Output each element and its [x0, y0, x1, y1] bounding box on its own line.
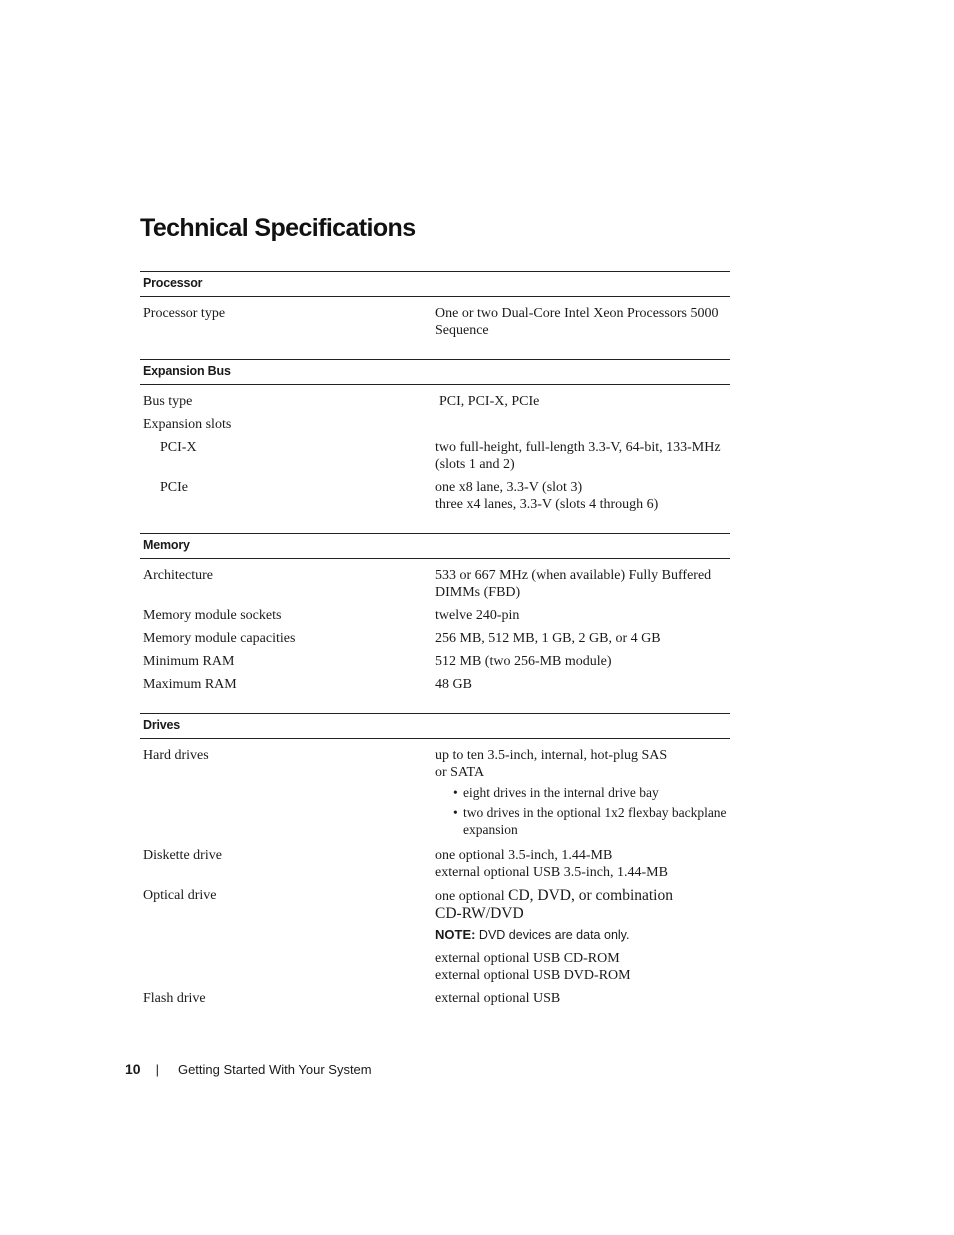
spec-label: Optical drive: [143, 888, 217, 903]
spec-value: 48 GB: [435, 677, 472, 692]
spec-label: Memory module sockets: [143, 608, 282, 623]
spec-label: Flash drive: [143, 991, 206, 1006]
page-title: Technical Specifications: [140, 214, 416, 242]
spec-label: Diskette drive: [143, 848, 222, 863]
spec-value-line: One or two Dual-Core Intel Xeon Processors 5000: [435, 306, 719, 321]
bullet-text: two drives in the optional 1x2 flexbay backplane expansion: [463, 805, 727, 837]
spec-label: Processor type: [143, 306, 226, 321]
section-memory: [140, 533, 730, 693]
spec-label: Hard drives: [143, 748, 209, 763]
spec-value: [435, 887, 730, 984]
spec-value-text: one optional: [435, 889, 509, 904]
spec-group-label: Expansion slots: [143, 417, 232, 432]
bullet-list: [435, 784, 730, 838]
section-header-processor: Processor: [140, 271, 730, 297]
spec-value-line: three x4 lanes, 3.3-V (slots 4 through 6): [435, 497, 659, 512]
spec-label: Maximum RAM: [143, 677, 237, 692]
spec-value: [435, 567, 730, 601]
spec-value: [435, 479, 730, 513]
spec-value: PCI, PCI-X, PCIe: [439, 394, 540, 409]
note-callout: [435, 926, 730, 944]
spec-value: [435, 305, 730, 339]
spec-value: 256 MB, 512 MB, 1 GB, 2 GB, or 4 GB: [435, 631, 661, 646]
spec-row-flash-drive: [140, 990, 730, 1007]
spec-row-architecture: [140, 567, 730, 601]
spec-row-processor-type: [140, 305, 730, 339]
spec-row-hard-drives: [140, 747, 730, 841]
spec-row-pcie: [140, 479, 730, 513]
section-drives: [140, 713, 730, 1007]
spec-value: 512 MB (two 256-MB module): [435, 654, 612, 669]
spec-row-minimum-ram: [140, 653, 730, 670]
spec-row-pcix: [140, 439, 730, 473]
bullet-dot-icon: •: [453, 785, 458, 800]
spec-label: Memory module capacities: [143, 631, 296, 646]
spec-value-line: 533 or 667 MHz (when available) Fully Buffered: [435, 568, 712, 583]
spec-row-maximum-ram: [140, 676, 730, 693]
spec-value-line: Sequence: [435, 323, 489, 338]
bullet-text: eight drives in the internal drive bay: [463, 785, 659, 800]
spec-row-bus-type: [140, 393, 730, 410]
spec-label: PCIe: [160, 480, 188, 495]
bullet-item: [435, 784, 730, 801]
spec-label: Minimum RAM: [143, 654, 235, 669]
spec-value-line: external optional USB CD-ROM: [435, 951, 620, 966]
spec-label: Bus type: [143, 394, 193, 409]
page-footer: [125, 1061, 372, 1077]
spec-value: external optional USB: [435, 991, 561, 1006]
section-processor: [140, 271, 730, 339]
spec-value-line: (slots 1 and 2): [435, 457, 515, 472]
spec-value-line: one x8 lane, 3.3-V (slot 3): [435, 480, 583, 495]
spec-value-line: DIMMs (FBD): [435, 585, 521, 600]
spec-row-optical-drive: [140, 887, 730, 984]
spec-label: PCI-X: [160, 440, 197, 455]
spec-value: [435, 747, 730, 841]
spec-row-memory-module-sockets: [140, 607, 730, 624]
spec-table: [140, 271, 730, 1027]
spec-value-line: external optional USB DVD-ROM: [435, 968, 631, 983]
spec-row-diskette-drive: [140, 847, 730, 881]
spec-value: twelve 240-pin: [435, 608, 520, 623]
footer-doc-title: Getting Started With Your System: [177, 1062, 372, 1077]
spec-value-line: [435, 887, 730, 905]
footer-separator: |: [155, 1062, 159, 1077]
spec-label: Architecture: [143, 568, 213, 583]
section-header-memory: Memory: [140, 533, 730, 559]
section-header-drives: Drives: [140, 713, 730, 739]
spec-value-text: CD, DVD, or combination: [508, 887, 673, 904]
section-expansion-bus: [140, 359, 730, 513]
spec-value-line: two full-height, full-length 3.3-V, 64-bit, 133-MHz: [435, 440, 721, 455]
section-header-expansion-bus: Expansion Bus: [140, 359, 730, 385]
note-text: DVD devices are data only.: [475, 928, 630, 942]
spec-value-line: up to ten 3.5-inch, internal, hot-plug SAS: [435, 748, 668, 763]
spec-row-memory-module-capacities: [140, 630, 730, 647]
bullet-item: [435, 804, 730, 838]
spec-value-line: external optional USB 3.5-inch, 1.44-MB: [435, 865, 668, 880]
bullet-dot-icon: •: [453, 805, 458, 820]
spec-row-expansion-slots: [140, 416, 730, 433]
spec-value-line: CD-RW/DVD: [435, 905, 524, 922]
spec-value-line: one optional 3.5-inch, 1.44-MB: [435, 848, 613, 863]
spec-value-line: or SATA: [435, 765, 485, 780]
note-label: NOTE:: [435, 927, 476, 942]
page-number: 10: [125, 1061, 141, 1077]
spec-value: [435, 439, 730, 473]
spec-value: [435, 847, 730, 881]
